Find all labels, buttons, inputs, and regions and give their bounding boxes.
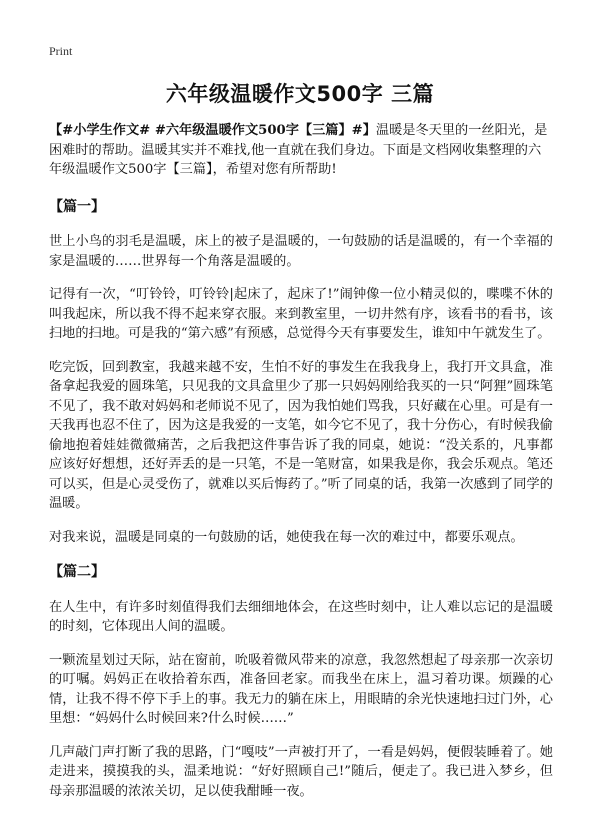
paragraph: 对我来说，温暖是同桌的一句鼓励的话，她使我在每一次的难过中，都要乐观点。 <box>49 529 524 545</box>
section-2 <box>49 563 553 801</box>
paragraph: 在人生中，有许多时刻值得我们去细细地体会，在这些时刻中，让人难以忘记的是温暖的时刻，它体现出人间的温暖。 <box>49 599 553 634</box>
page-title: 六年级温暖作文500字 三篇 <box>165 82 435 106</box>
paragraph: 一颗流星划过天际，站在窗前，吮吸着微风带来的凉意，我忽然想起了母亲那一次亲切的叮嘱。妈妈正在收拾着东西，准备回老家。而我坐在床上，温习着功课。烦躁的心情，让我不得不停下手上的事。我无力的躺在床上，用眼睛的余光快速地扫过门外，心里想：“妈妈什么时候回来?什么时候……” <box>49 652 553 726</box>
intro-tag: 【#小学生作文# #六年级温暖作文500字【三篇】#】 <box>49 123 376 138</box>
section-heading: 【篇二】 <box>49 564 105 580</box>
paragraph: 记得有一次，“叮铃铃，叮铃铃|起床了，起床了!”闹钟像一位小精灵似的，喋喋不休的叫我起床，所以我不得不起来穿衣服。来到教室里，一切井然有序，该看书的看书，该扫地的扫地。可是我的“第六感”有预感，总觉得今天有事要发生，谁知中午就发生了。 <box>49 287 553 341</box>
article-body <box>49 121 553 801</box>
print-label: Print <box>49 44 73 58</box>
intro-text: 温暖是冬天里的一丝阳光，是困难时的帮助。温暖其实并不难找,他一直就在我们身边。下面是文档网收集整理的六年级温暖作文500字【三篇】，希望对您有所帮助! <box>49 123 548 177</box>
section-1 <box>49 198 553 548</box>
paragraph: 吃完饭，回到教室，我越来越不安，生怕不好的事发生在我我身上，我打开文具盒，准备拿起我爱的圆珠笔，只见我的文具盒里少了那一只妈妈刚给我买的一只“阿狸”圆珠笔不见了，我不敢对妈妈和老师说不见了，因为我怕她们骂我，只好藏在心里。可是有一天我再也忍不住了，因为这是我爱的一支笔，如今它不见了，我十分伤心，有时候我偷偷地抱着娃娃微微痛苦，之后我把这件事告诉了我的同桌，她说：“没关系的，凡事都应该好好想想，还好弄丢的是一只笔，不是一笔财富，如果我是你，我会乐观点。笔还可以买，但是心灵受伤了，就难以买后悔药了。”听了同桌的话，我第一次感到了同学的温暖。 <box>49 359 553 511</box>
intro-paragraph <box>49 121 553 180</box>
section-heading: 【篇一】 <box>49 198 105 215</box>
paragraph: 几声敲门声打断了我的思路，门“嘎吱”一声被打开了，一看是妈妈，便假装睡着了。她走进来，摸摸我的头，温柔地说：“好好照顾自己!”随后，便走了。我已进入梦乡，但母亲那温暖的浓浓关切，足以使我酣睡一夜。 <box>49 744 553 799</box>
paragraph: 世上小鸟的羽毛是温暖，床上的被子是温暖的，一句鼓励的话是温暖的，有一个幸福的家是温暖的……世界每一个角落是温暖的。 <box>49 234 553 269</box>
